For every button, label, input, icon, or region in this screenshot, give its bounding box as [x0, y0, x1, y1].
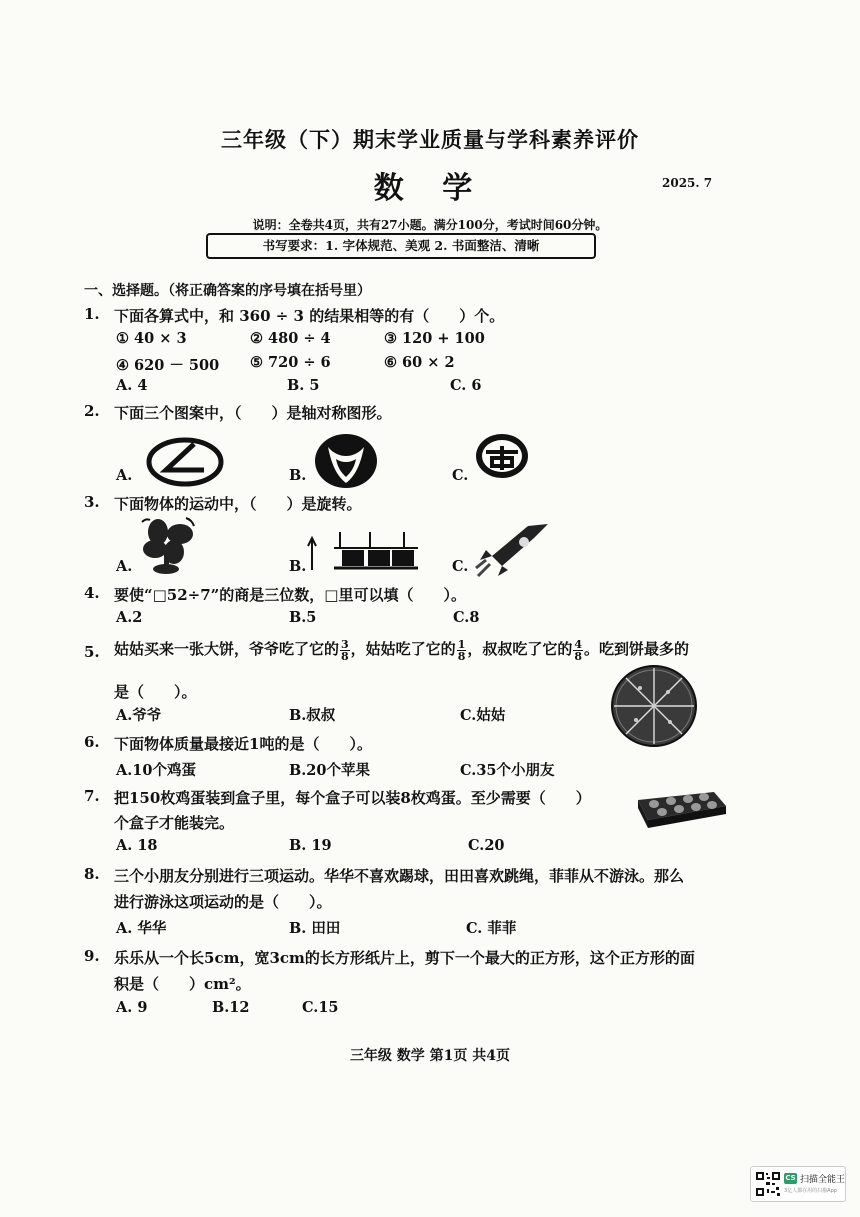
expression: ① 40 × 3 — [116, 330, 187, 347]
option-b: B. — [289, 467, 307, 484]
option-c: C.15 — [302, 999, 339, 1016]
option-c: C. — [452, 558, 469, 575]
question-text: 下面各算式中，和 360 ÷ 3 的结果相等的有（ ）个。 — [114, 307, 505, 325]
option-a: A. 华华 — [116, 920, 167, 937]
question-text-line2: 个盒子才能装完。 — [114, 814, 235, 832]
option-a: A.10个鸡蛋 — [116, 762, 196, 779]
scanner-app-name: 扫描全能王 — [800, 1175, 846, 1185]
option-a: A. — [116, 467, 133, 484]
lifting-boxes-image — [306, 526, 418, 576]
dongfeng-logo-image — [314, 433, 378, 489]
option-c: C. 6 — [450, 377, 482, 394]
writing-requirements-box: 书写要求：1. 字体规范、美观 2. 书面整洁、清晰 — [206, 233, 596, 259]
option-a: A. — [116, 558, 133, 575]
qr-code-icon — [755, 1171, 781, 1197]
expression: ② 480 ÷ 4 — [250, 330, 331, 347]
option-a: A.爷爷 — [116, 707, 162, 724]
question-text: 乐乐从一个长5cm，宽3cm的长方形纸片上，剪下一个最大的正方形，这个正方形的面 — [114, 949, 695, 967]
question-text: 下面物体的运动中，（ ）是旋转。 — [114, 495, 362, 513]
fraction-4-8: $\frac{4}{8}$ — [574, 637, 583, 663]
question-text: 下面三个图案中，（ ）是轴对称图形。 — [114, 404, 392, 422]
question-number: 3. — [84, 493, 100, 511]
question-text: 把150枚鸡蛋装到盒子里，每个盒子可以装8枚鸡蛋。至少需要（ ） — [114, 789, 591, 807]
option-b: B.20个苹果 — [289, 762, 370, 779]
expression: ④ 620 － 500 — [116, 357, 220, 374]
option-b: B. 田田 — [289, 920, 341, 937]
option-b: B. 19 — [289, 837, 332, 854]
question-number: 9. — [84, 947, 100, 965]
fraction-1-8: $\frac{1}{8}$ — [457, 637, 466, 663]
subject-title: 数 学 — [373, 171, 487, 206]
scanner-app-tagline: 3亿人都在用的扫描App — [784, 1188, 837, 1194]
expression: ③ 120 + 100 — [384, 330, 485, 347]
egg-carton-image — [634, 782, 728, 830]
option-b: B. 5 — [287, 377, 320, 394]
page-footer: 三年级 数学 第1页 共4页 — [349, 1048, 511, 1064]
question-text-line2: 是（ ）。 — [114, 683, 197, 701]
rocket-image — [474, 520, 550, 578]
exam-date: 2025. 7 — [662, 176, 713, 190]
question-text-line2: 积是（ ）cm²。 — [114, 975, 251, 993]
expression: ⑥ 60 × 2 — [384, 354, 455, 371]
question-number: 5. — [84, 643, 100, 661]
question-text-with-fractions: 姑姑买来一张大饼，爷爷吃了它的 $\frac{3}{8}$ ，姑姑吃了它的 $\frac{1}{8}$ ，叔叔吃了它的 $\frac{4}{8}$ 。吃到饼最多的 — [114, 637, 690, 663]
option-b: B. — [289, 558, 307, 575]
question-number: 4. — [84, 584, 100, 602]
fan-image — [138, 516, 198, 576]
question-number: 7. — [84, 787, 100, 805]
question-text: 三个小朋友分别进行三项运动。华华不喜欢踢球，田田喜欢跳绳，菲菲从不游泳。那么 — [114, 867, 685, 885]
option-c: C. 菲菲 — [466, 920, 517, 937]
option-a: A. 4 — [116, 377, 148, 394]
question-text: 下面物体质量最接近1吨的是（ ）。 — [114, 735, 372, 753]
option-b: B.12 — [212, 999, 250, 1016]
question-number: 6. — [84, 733, 100, 751]
option-c: C.8 — [453, 609, 480, 626]
lexus-logo-image — [146, 436, 224, 488]
exam-title: 三年级（下）期末学业质量与学科素养评价 — [221, 127, 639, 152]
question-text-line2: 进行游泳这项运动的是（ ）。 — [114, 893, 332, 911]
option-a: A.2 — [116, 609, 143, 626]
pancake-image — [610, 664, 698, 748]
question-number: 1. — [84, 305, 100, 323]
option-c: C.20 — [468, 837, 505, 854]
exam-instructions: 说明：全卷共4页，共有27小题。满分100分，考试时间60分钟。 — [252, 218, 608, 232]
option-c: C.35个小朋友 — [460, 762, 555, 779]
scanner-watermark-badge — [750, 1166, 846, 1202]
option-c: C.姑姑 — [460, 707, 506, 724]
expression: ⑤ 720 ÷ 6 — [250, 354, 331, 371]
brilliance-logo-image — [474, 432, 530, 480]
option-b: B.叔叔 — [289, 707, 336, 724]
fraction-3-8: $\frac{3}{8}$ — [341, 637, 349, 663]
option-b: B.5 — [289, 609, 317, 626]
option-a: A. 18 — [116, 837, 158, 854]
section-heading: 一、选择题。（将正确答案的序号填在括号里） — [84, 283, 371, 299]
camscanner-logo-icon: CS — [785, 1174, 796, 1182]
question-number: 2. — [84, 402, 100, 420]
question-text: 要使“□52÷7”的商是三位数，□里可以填（ ）。 — [114, 586, 466, 604]
option-c: C. — [452, 467, 469, 484]
option-a: A. 9 — [116, 999, 148, 1016]
question-number: 8. — [84, 865, 100, 883]
